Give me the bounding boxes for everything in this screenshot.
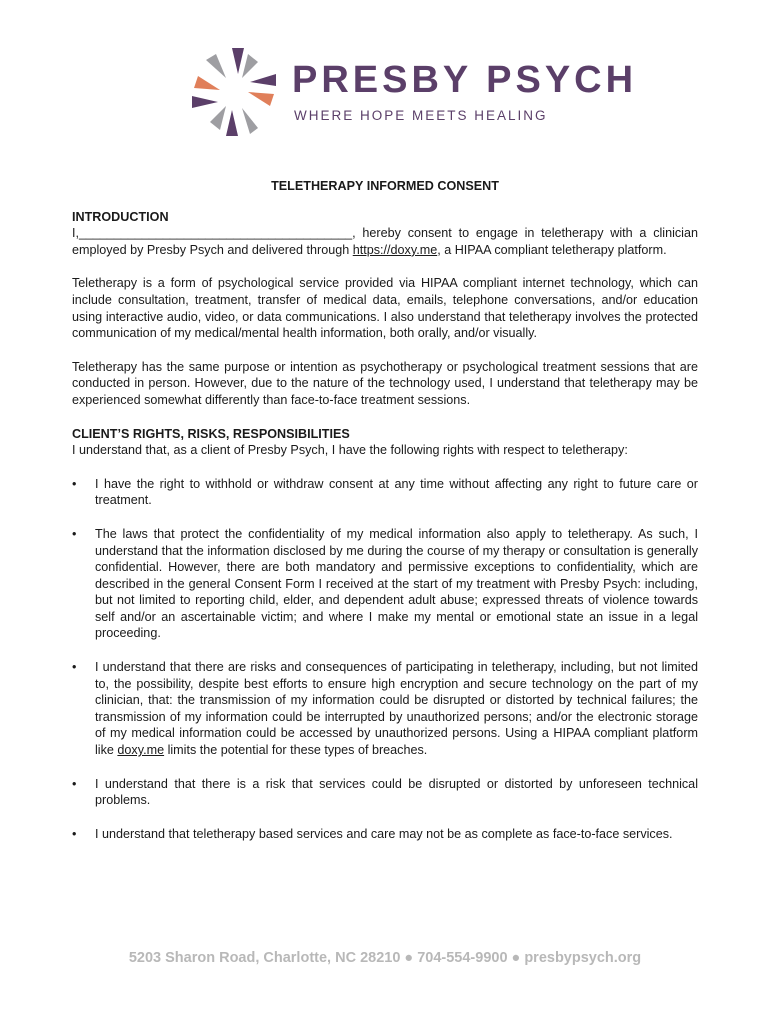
list-item [72,476,698,509]
intro-p1-end-text: , a HIPAA compliant teletherapy platform. [437,242,667,257]
list-item [72,659,698,759]
intro-paragraph-3: Teletherapy has the same purpose or intention as psychotherapy or psychological treatment sessions that are conducted in person. However, due to the nature of the technology used, I understand that teletherapy may be experienced somewhat differently than face-to-face treatment sessions. [72,359,698,407]
document-body [72,178,698,859]
intro-paragraph-1 [72,225,698,258]
list-item-text: I understand that there is a risk that services could be disrupted or distorted by unforeseen technical problems. [95,776,698,808]
list-item [72,526,698,642]
list-item-text-end: limits the potential for these types of breaches. [164,743,428,758]
doxy-me-link[interactable]: doxy.me [117,743,165,758]
list-item [72,776,698,809]
list-item [72,826,698,843]
intro-p1-text: I,_______________________________________, hereby consent to engage in teletherapy with a clinician employed by Presby Psych and delivered through [72,226,698,257]
list-item-text: I have the right to withhold or withdraw consent at any time without affecting any right to future care or treatment. [95,476,698,508]
bullet-icon: • [72,776,77,791]
brand-name: PRESBY PSYCH [292,59,638,101]
footer-contact: 5203 Sharon Road, Charlotte, NC 28210 ● 704-554-9900 ● presbypsych.org [128,950,642,966]
section-heading-introduction: INTRODUCTION [72,209,169,224]
presby-psych-logo [186,44,638,140]
list-item-text: The laws that protect the confidentiality of my medical information also apply to teletherapy. As such, I understand that the information disclosed by me during the course of my therapy or consultation is generally confidential. However, there are both mandatory and permissive exceptions to confidentiality, which are described in the general Consent Form I received at the start of my treatment with Presby Psych: including, but not limited to reporting child, elder, and dependent adult abuse; expressed threats of violence towards self and/or an ascertainable victim; and where I make my mental or emotional state an issue in a legal proceeding. [95,526,698,641]
doxy-link[interactable]: https://doxy.me [352,242,438,257]
bullet-icon: • [72,526,77,541]
document-title: TELETHERAPY INFORMED CONSENT [271,179,499,193]
intro-paragraph-2: Teletherapy is a form of psychological service provided via HIPAA compliant internet technology, which can include consultation, treatment, transfer of medical data, emails, telephone conversations, and/or education using interactive audio, video, or data communications. I also understand that teletherapy involves the protected communication of my medical/mental health information, both orally, and/or visually. [72,276,698,341]
list-item-text: I understand that there are risks and consequences of participating in teletherapy, including, but not limited to, the possibility, despite best efforts to ensure high encryption and secure technology on the part of my clinician, that: the transmission of my information could be disrupted or distorted by technical failures; the transmission of my information could be interrupted by unauthorized persons; and/or the electronic storage of my medical information could be accessed by unauthorized persons. Using a HIPAA compliant platform like [95,660,698,758]
rights-lead: I understand that, as a client of Presby Psych, I have the following rights with respect to teletherapy: [72,443,628,458]
rights-list [72,476,698,843]
bullet-icon: • [72,826,77,841]
section-heading-rights: CLIENT’S RIGHTS, RISKS, RESPONSIBILITIES [72,426,350,441]
logo-star-mark-icon [186,44,282,140]
bullet-icon: • [72,476,77,491]
brand-tagline: WHERE HOPE MEETS HEALING [294,108,548,123]
list-item-text: I understand that teletherapy based services and care may not be as complete as face-to-face services. [95,826,673,841]
bullet-icon: • [72,660,77,675]
